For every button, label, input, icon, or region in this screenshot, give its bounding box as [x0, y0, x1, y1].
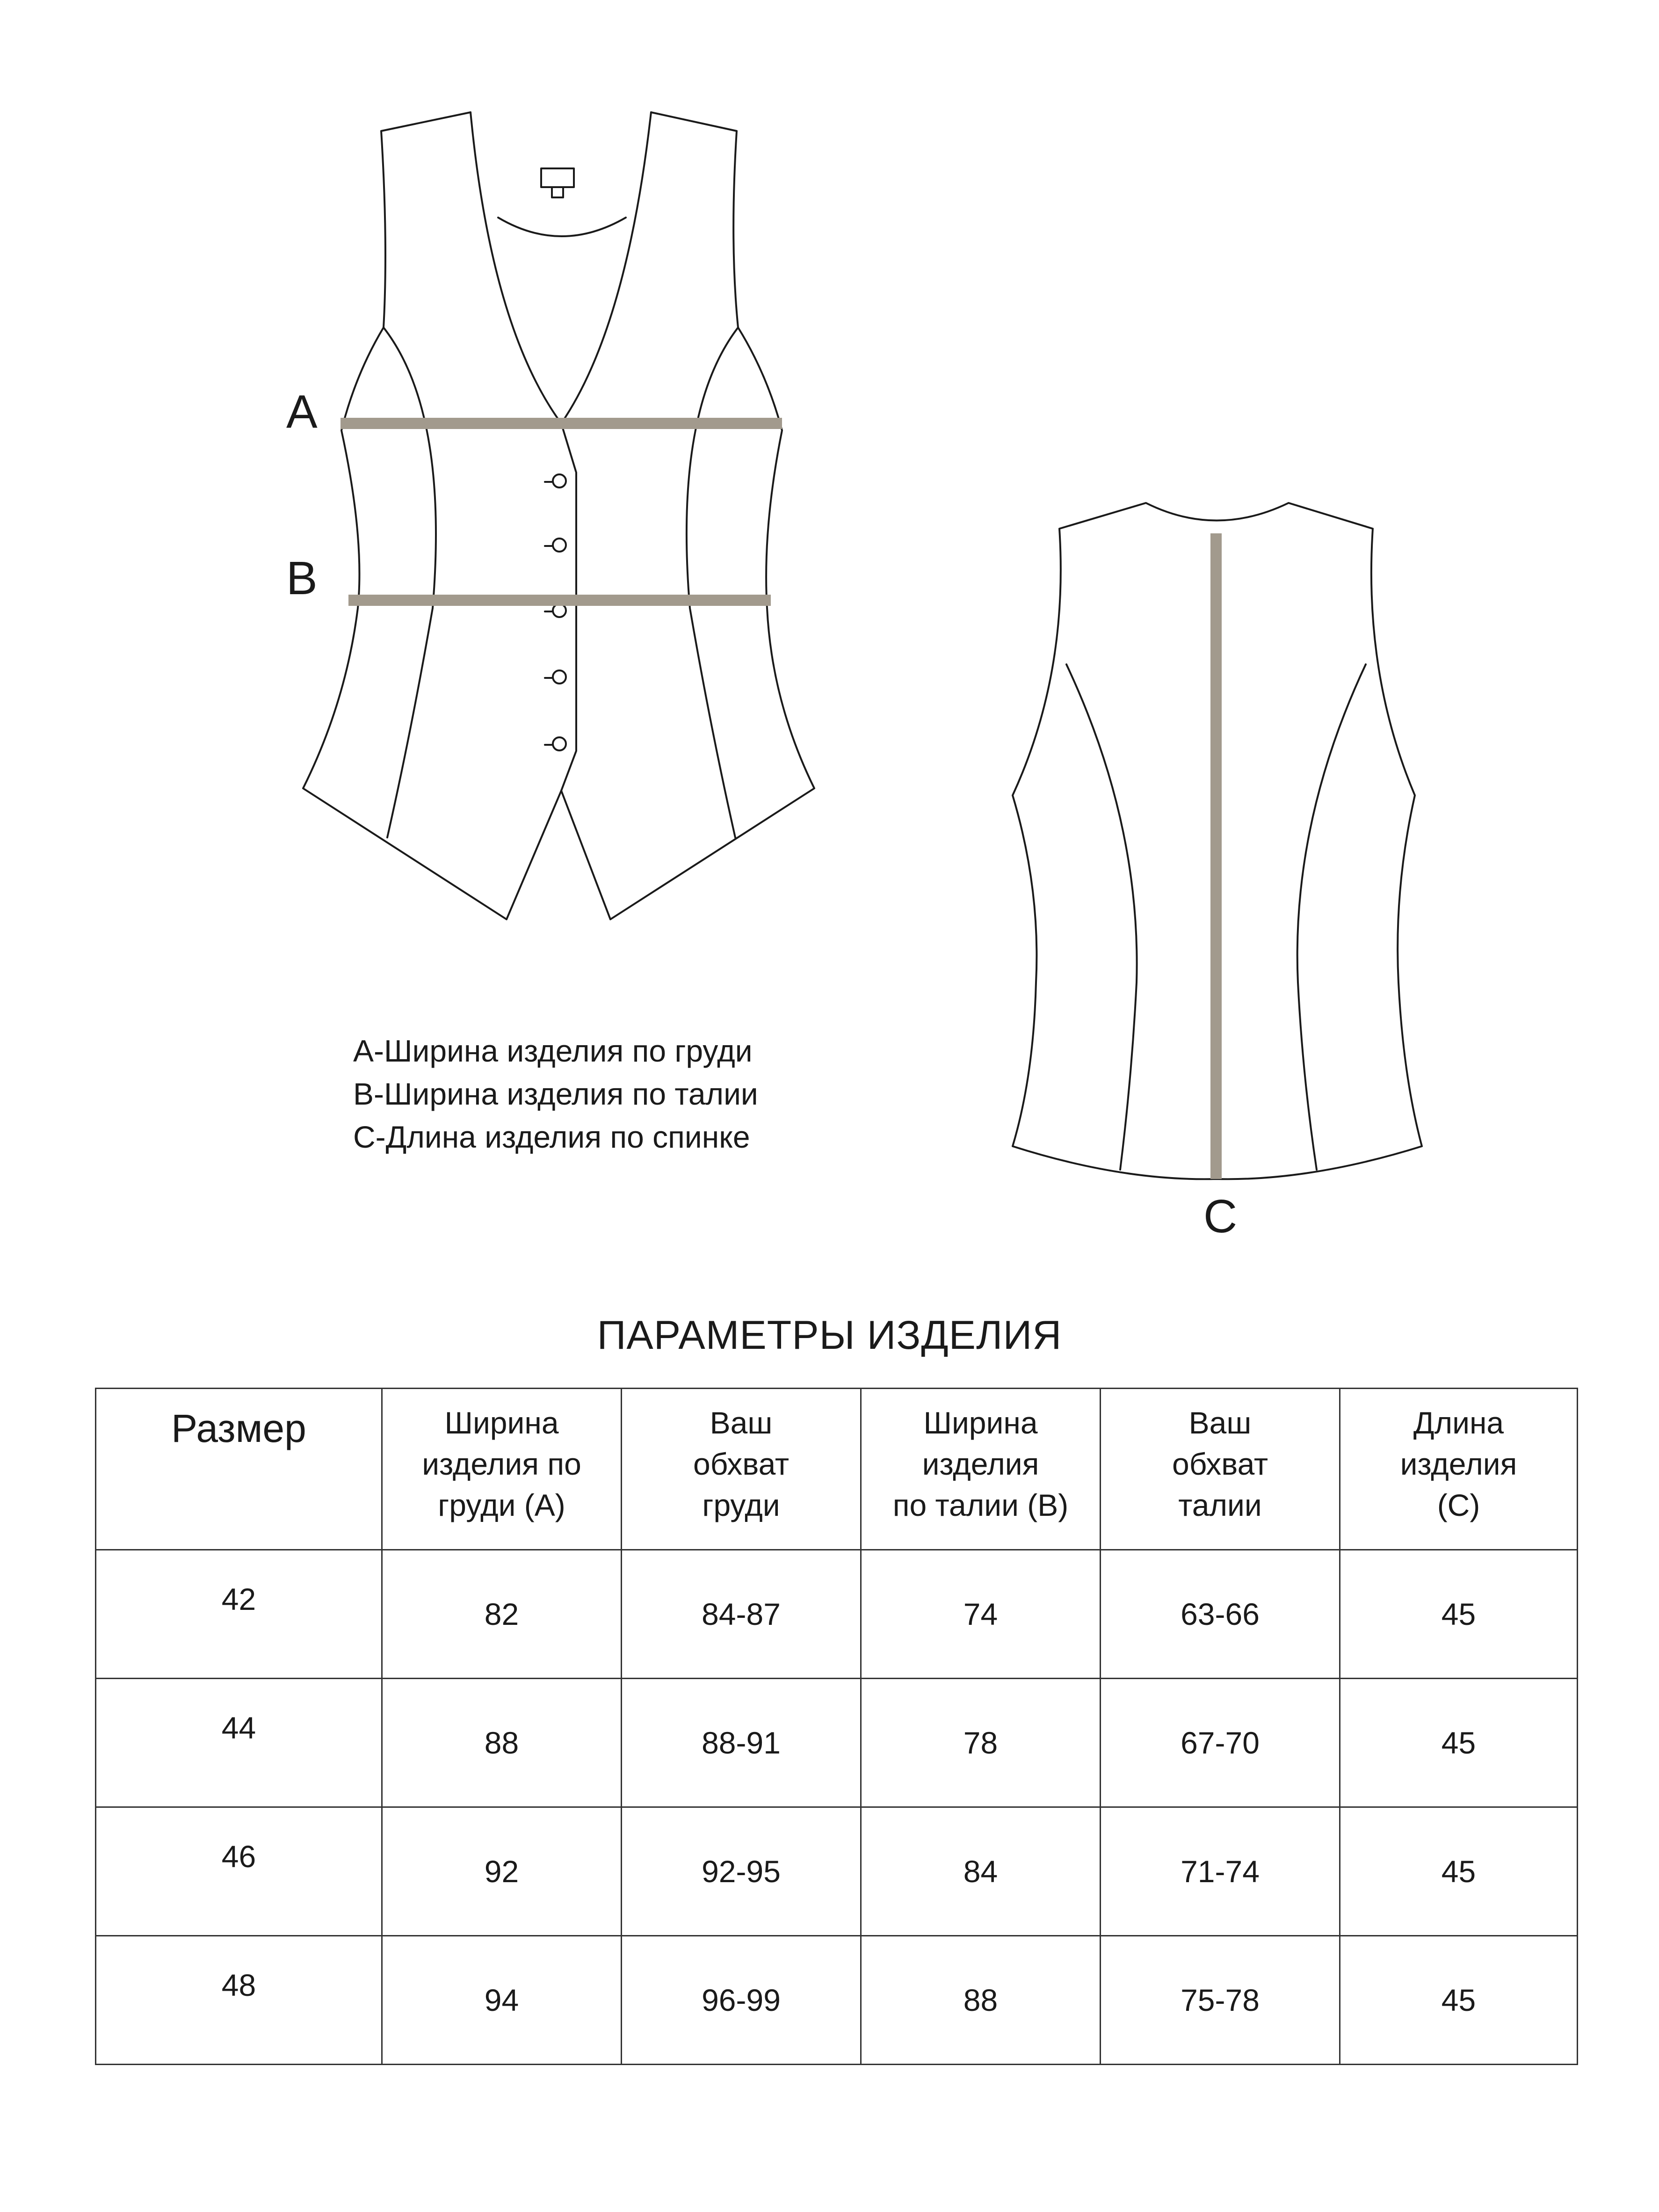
neck-label-icon — [541, 168, 574, 197]
marker-c: C — [1203, 1190, 1238, 1243]
legend-item-b: B-Ширина изделия по талии — [353, 1077, 758, 1111]
table-row — [96, 1550, 1578, 1679]
button-icon — [545, 604, 566, 617]
table-row — [96, 1807, 1578, 1936]
table-row — [96, 1936, 1578, 2065]
header-size: Размер — [96, 1389, 382, 1550]
cell-chest-width: 92 — [382, 1807, 622, 1936]
cell-waist-girth: 71-74 — [1101, 1807, 1340, 1936]
cell-length: 45 — [1340, 1936, 1578, 2065]
header-chest-width: Ширина изделия по груди (A) — [382, 1389, 622, 1550]
cell-size: 42 — [96, 1550, 382, 1679]
table-row — [96, 1679, 1578, 1807]
cell-size: 46 — [96, 1807, 382, 1936]
button-icon — [545, 737, 566, 750]
cell-chest-width: 88 — [382, 1679, 622, 1807]
cell-length: 45 — [1340, 1679, 1578, 1807]
cell-length: 45 — [1340, 1807, 1578, 1936]
header-length: Длина изделия (C) — [1340, 1389, 1578, 1550]
button-icon — [545, 474, 566, 488]
cell-chest-girth: 96-99 — [622, 1936, 861, 2065]
header-chest-girth: Ваш обхват груди — [622, 1389, 861, 1550]
cell-waist-width: 88 — [861, 1936, 1101, 2065]
front-vest-drawing — [303, 112, 814, 919]
cell-chest-girth: 84-87 — [622, 1550, 861, 1679]
cell-size: 48 — [96, 1936, 382, 2065]
legend-item-c: С-Длина изделия по спинке — [353, 1120, 750, 1154]
cell-waist-girth: 75-78 — [1101, 1936, 1340, 2065]
button-icon — [545, 538, 566, 552]
header-waist-girth: Ваш обхват талии — [1101, 1389, 1340, 1550]
cell-chest-girth: 92-95 — [622, 1807, 861, 1936]
cell-waist-width: 74 — [861, 1550, 1101, 1679]
cell-waist-width: 78 — [861, 1679, 1101, 1807]
marker-a: A — [286, 386, 318, 438]
cell-waist-width: 84 — [861, 1807, 1101, 1936]
measurement-legend — [353, 1029, 758, 1158]
cell-waist-girth: 67-70 — [1101, 1679, 1340, 1807]
cell-chest-width: 94 — [382, 1936, 622, 2065]
button-icon — [545, 670, 566, 684]
size-table — [95, 1388, 1578, 2065]
marker-b: B — [286, 552, 318, 604]
cell-length: 45 — [1340, 1550, 1578, 1679]
cell-chest-girth: 88-91 — [622, 1679, 861, 1807]
cell-chest-width: 82 — [382, 1550, 622, 1679]
table-title: ПАРАМЕТРЫ ИЗДЕЛИЯ — [597, 1313, 1062, 1358]
cell-size: 44 — [96, 1679, 382, 1807]
legend-item-a: A-Ширина изделия по груди — [353, 1033, 753, 1068]
table-header-row — [96, 1389, 1578, 1550]
cell-waist-girth: 63-66 — [1101, 1550, 1340, 1679]
header-waist-width: Ширина изделия по талии (B) — [861, 1389, 1101, 1550]
